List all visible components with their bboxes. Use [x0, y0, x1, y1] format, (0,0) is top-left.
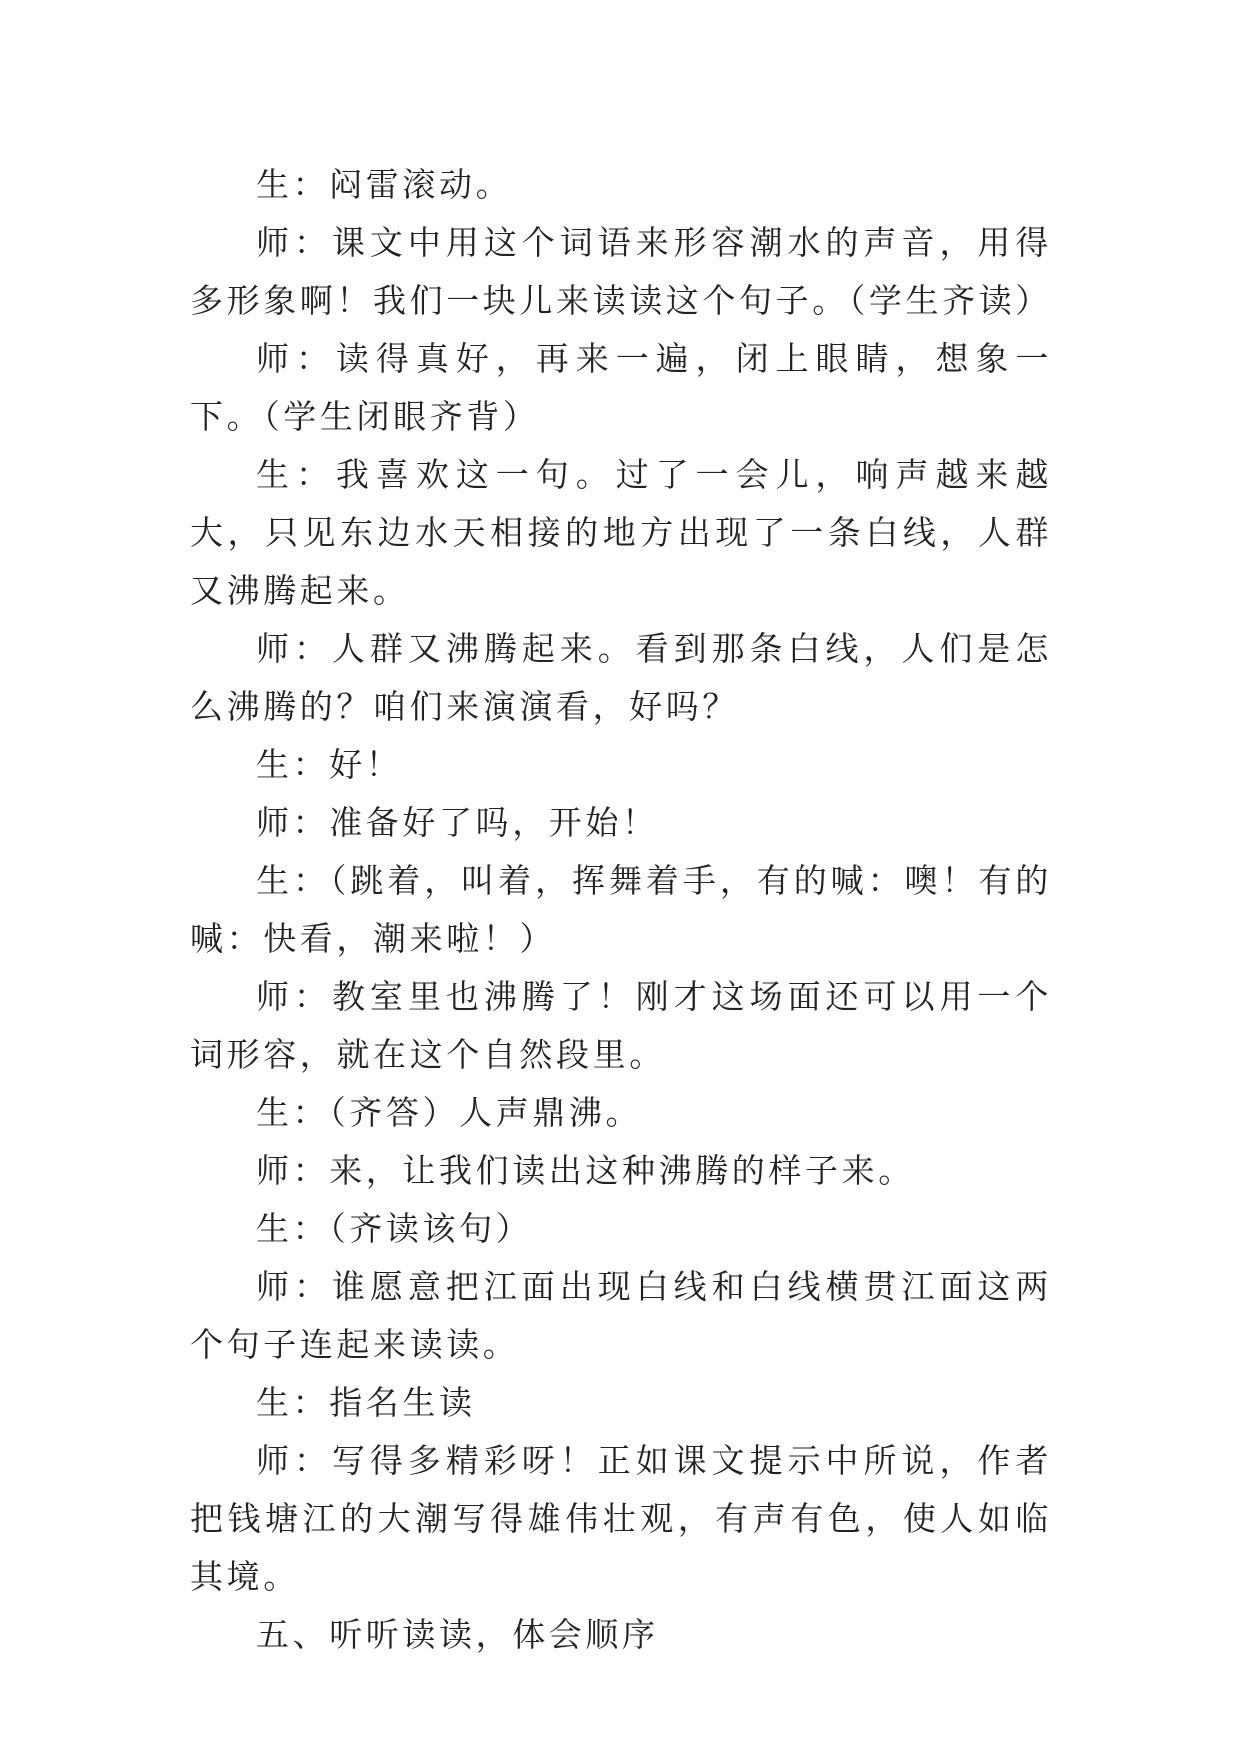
document-body [190, 156, 1052, 1664]
paragraph-teacher-line: 师：人群又沸腾起来。看到那条白线，人们是怎么沸腾的？咱们来演演看，好吗？ [190, 629, 1052, 726]
paragraph-teacher-line: 师：读得真好，再来一遍，闭上眼睛，想象一下。（学生闭眼齐背） [190, 339, 1052, 436]
paragraph-student-line: 生：指名生读 [256, 1383, 476, 1422]
section-heading: 五、听听读读，体会顺序 [256, 1615, 659, 1654]
paragraph-teacher-line: 师：来，让我们读出这种沸腾的样子来。 [256, 1151, 915, 1190]
paragraph-student-line: 生：（齐读该句） [256, 1209, 533, 1248]
paragraph-teacher-line: 师：准备好了吗，开始！ [256, 803, 659, 842]
paragraph-student-line: 生：闷雷滚动。 [256, 165, 513, 204]
paragraph-teacher-line: 师：谁愿意把江面出现白线和白线横贯江面这两个句子连起来读读。 [190, 1267, 1052, 1364]
paragraph-student-line: 生：（跳着，叫着，挥舞着手，有的喊：噢！有的喊：快看，潮来啦！） [190, 861, 1052, 958]
paragraph-teacher-line: 师：教室里也沸腾了！刚才这场面还可以用一个词形容，就在这个自然段里。 [190, 977, 1052, 1074]
paragraph-student-line: 生：（齐答）人声鼎沸。 [256, 1093, 643, 1132]
paragraph-student-line: 生：我喜欢这一句。过了一会儿，响声越来越大，只见东边水天相接的地方出现了一条白线，人群又沸腾起来。 [190, 455, 1052, 610]
paragraph-student-line: 生：好！ [256, 745, 403, 784]
paragraph-teacher-line: 师：课文中用这个词语来形容潮水的声音，用得多形象啊！我们一块儿来读读这个句子。（学生齐读） [190, 223, 1052, 320]
paragraph-teacher-line: 师：写得多精彩呀！正如课文提示中所说，作者把钱塘江的大潮写得雄伟壮观，有声有色，使人如临其境。 [190, 1441, 1052, 1596]
